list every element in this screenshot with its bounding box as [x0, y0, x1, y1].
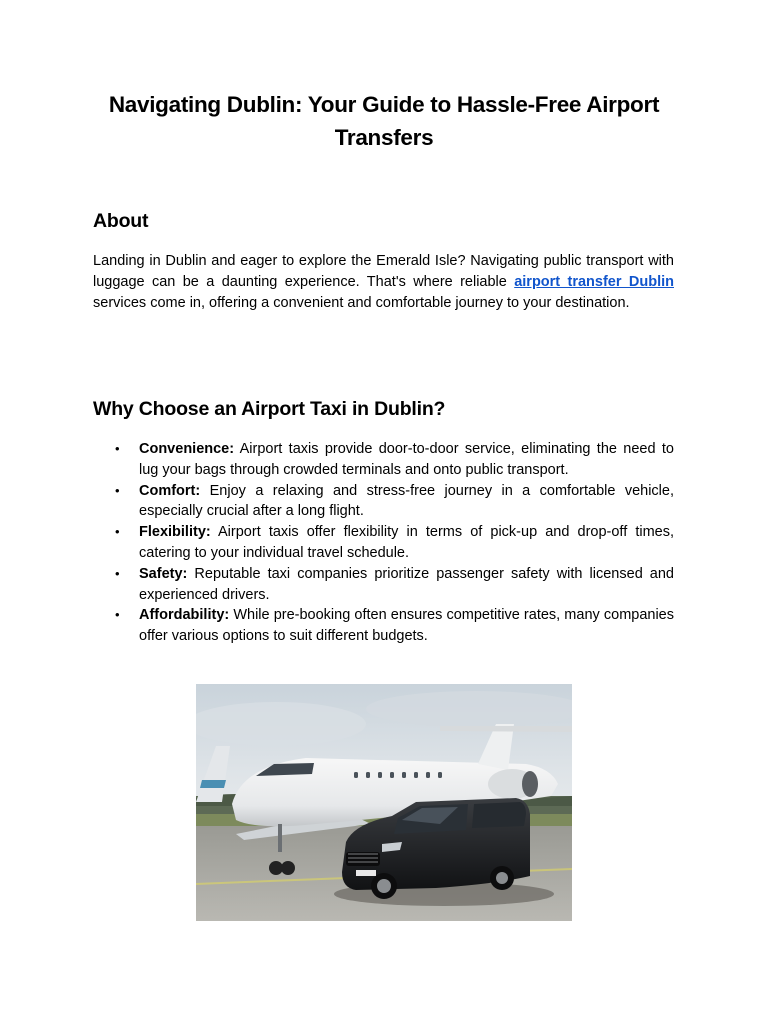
- bullet-icon: •: [115, 524, 120, 540]
- list-item-text: While pre-booking often ensures competitive rates, many companies offer various options to suit different budgets.: [139, 607, 674, 645]
- about-text-before: Landing in Dublin and eager to explore the Emerald Isle? Navigating public transport with luggage can be a daunting experience. That's where reliable: [93, 253, 674, 290]
- airport-transfer-link[interactable]: airport transfer Dublin: [514, 273, 674, 290]
- list-item-term: Comfort:: [139, 482, 201, 499]
- bullet-icon: •: [115, 607, 120, 623]
- bullet-icon: •: [115, 441, 120, 456]
- about-paragraph: [93, 251, 674, 313]
- bullet-icon: •: [115, 565, 120, 581]
- about-heading: About: [93, 210, 149, 232]
- list-item-term: Convenience:: [139, 441, 235, 457]
- benefits-list: [115, 439, 674, 647]
- list-item-safety: [115, 564, 674, 606]
- list-item-convenience: [115, 439, 674, 481]
- bullet-icon: •: [115, 482, 120, 498]
- list-item-term: Safety:: [139, 565, 188, 582]
- list-item-flexibility: [115, 522, 674, 564]
- list-item-comfort: [115, 481, 674, 523]
- jet-and-van-photo: [196, 684, 572, 921]
- list-item-term: Flexibility:: [139, 524, 211, 541]
- list-item-term: Affordability:: [139, 607, 230, 624]
- list-item-affordability: [115, 605, 674, 647]
- why-choose-heading: Why Choose an Airport Taxi in Dublin?: [93, 398, 446, 420]
- list-item-text: Airport taxis offer flexibility in terms of pick-up and drop-off times, catering to your individual travel schedule.: [139, 524, 674, 561]
- list-item-text: Reputable taxi companies prioritize passenger safety with licensed and experienced drivers.: [139, 565, 674, 603]
- about-text-after: services come in, offering a convenient and comfortable journey to your destination.: [93, 294, 630, 311]
- list-item-text: Airport taxis provide door-to-door service, eliminating the need to lug your bags through crowded terminals and onto public transport.: [139, 441, 674, 478]
- list-item-text: Enjoy a relaxing and stress-free journey in a comfortable vehicle, especially crucial after a long flight.: [139, 482, 674, 520]
- page-title: Navigating Dublin: Your Guide to Hassle-Free Airport Transfers: [108, 92, 660, 150]
